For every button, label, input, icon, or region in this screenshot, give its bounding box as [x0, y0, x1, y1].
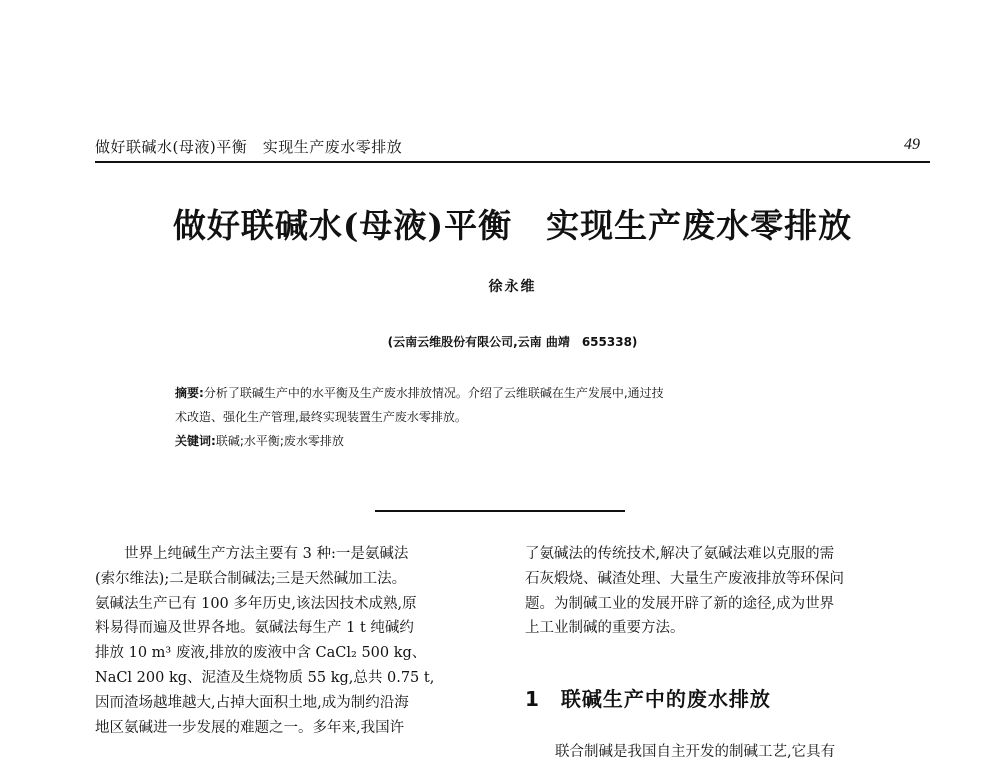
text-line: 了氨碱法的传统技术,解决了氨碱法难以克服的需 [525, 546, 835, 562]
abstract-line [175, 381, 855, 405]
body-column-right [525, 542, 920, 641]
author-affiliation: (云南云维股份有限公司,云南 曲靖 655338) [387, 335, 638, 349]
text-line: 上工业制碱的重要方法。 [525, 620, 685, 637]
text-line: 因而渣场越堆越大,占掉大面积土地,成为制约沿海 [95, 694, 409, 711]
section-heading: 1 联碱生产中的废水排放 [525, 687, 771, 711]
text-line: (索尔维法);二是联合制碱法;三是天然碱加工法。 [95, 570, 407, 587]
abstract-line: 术改造、强化生产管理,最终实现装置生产废水零排放。 [175, 410, 467, 424]
text-line: 世界上纯碱生产方法主要有 3 种:一是氨碱法 [124, 546, 409, 562]
section-intro-text: 联合制碱是我国自主开发的制碱工艺,它具有 [555, 744, 836, 760]
text-line: NaCl 200 kg、泥渣及生烧物质 55 kg,总共 0.75 t, [95, 669, 435, 686]
abstract-label: 摘要: [175, 386, 204, 400]
abstract-block [175, 381, 855, 453]
body-column-left [95, 542, 490, 740]
page-number: 49 [904, 136, 920, 153]
text-line: 排放 10 m³ 废液,排放的废液中含 CaCl₂ 500 kg、 [95, 645, 427, 662]
abstract-text: 分析了联碱生产中的水平衡及生产废水排放情况。介绍了云维联碱在生产发展中,通过技 [203, 386, 664, 400]
running-header [95, 132, 930, 160]
header-rule [95, 161, 930, 163]
separator-rule [375, 510, 625, 512]
article-title: 做好联碱水(母液)平衡 实现生产废水零排放 [172, 206, 853, 245]
keywords-text: 联碱;水平衡;废水零排放 [215, 434, 344, 448]
text-line: 石灰煅烧、碱渣处理、大量生产废液排放等环保问 [525, 570, 844, 587]
text-line: 题。为制碱工业的发展开辟了新的途径,成为世界 [525, 595, 835, 612]
text-line: 料易得而遍及世界各地。氨碱法每生产 1 t 纯碱约 [95, 620, 414, 637]
text-line: 地区氨碱进一步发展的难题之一。多年来,我国许 [95, 719, 405, 736]
running-title: 做好联碱水(母液)平衡 实现生产废水零排放 [95, 138, 403, 156]
keywords-line [175, 429, 855, 453]
paragraph [95, 542, 490, 740]
text-line: 氨碱法生产已有 100 多年历史,该法因技术成熟,原 [95, 595, 417, 612]
keywords-label: 关键词: [175, 434, 216, 448]
author-name: 徐永维 [488, 279, 537, 295]
